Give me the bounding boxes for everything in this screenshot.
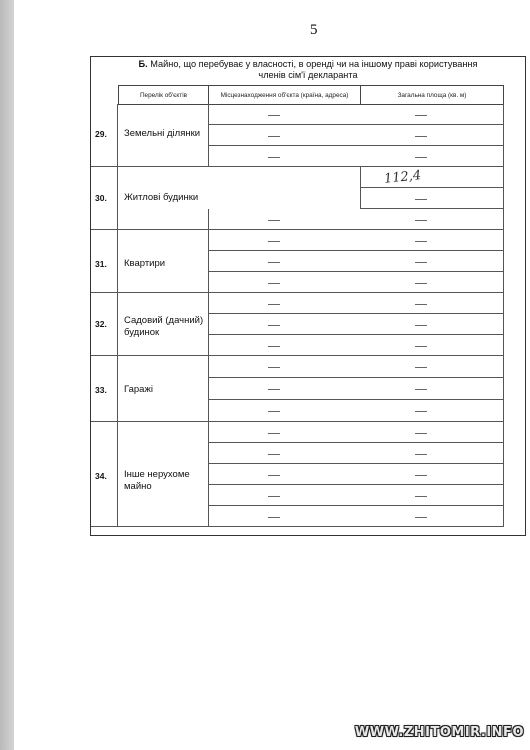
table-cell-row xyxy=(208,378,504,400)
category-number: 33. xyxy=(95,385,107,395)
dash-mark xyxy=(415,115,427,116)
table-cell-row xyxy=(360,188,504,209)
dash-mark xyxy=(415,325,427,326)
table-cell-row xyxy=(208,422,504,443)
dash-mark xyxy=(415,517,427,518)
dash-mark xyxy=(268,157,280,158)
dash-mark xyxy=(268,475,280,476)
dash-mark xyxy=(268,262,280,263)
dash-mark xyxy=(415,136,427,137)
dash-mark xyxy=(415,475,427,476)
dash-mark xyxy=(268,115,280,116)
dash-mark xyxy=(415,304,427,305)
dash-mark xyxy=(415,241,427,242)
table-cell-row xyxy=(208,443,504,464)
dash-mark xyxy=(415,454,427,455)
dash-mark xyxy=(268,283,280,284)
header-objects: Перелік об'єктів xyxy=(118,85,209,105)
dash-mark xyxy=(415,433,427,434)
category-number: 32. xyxy=(95,319,107,329)
table-cell-row xyxy=(208,272,504,293)
section-title-line2: членів сім'ї декларанта xyxy=(258,70,358,80)
table-cell-row xyxy=(208,146,504,167)
dash-mark xyxy=(415,220,427,221)
section-letter: Б. xyxy=(138,59,148,69)
document-page xyxy=(14,0,530,750)
dash-mark xyxy=(268,389,280,390)
dash-mark xyxy=(415,262,427,263)
dash-mark xyxy=(268,433,280,434)
dash-mark xyxy=(268,241,280,242)
table-cell-row xyxy=(208,464,504,485)
category-name: Гаражі xyxy=(124,384,153,395)
dash-mark xyxy=(415,411,427,412)
table-cell-row xyxy=(208,209,504,230)
table-cell-row xyxy=(360,167,504,188)
table-cell-row xyxy=(208,335,504,356)
section-title-line1: Майно, що перебуває у власності, в оренді чи на іншому праві користування xyxy=(150,59,478,69)
category-name: Земельні ділянки xyxy=(124,128,201,139)
dash-mark xyxy=(415,199,427,200)
page-number: 5 xyxy=(310,22,318,38)
category-number: 34. xyxy=(95,471,107,481)
dash-mark xyxy=(268,304,280,305)
dash-mark xyxy=(268,517,280,518)
header-location: Місцезнаходження об'єкта (країна, адреса) xyxy=(208,85,361,105)
table-cell-row xyxy=(208,251,504,272)
dash-mark xyxy=(415,157,427,158)
property-table xyxy=(90,56,526,536)
dash-mark xyxy=(415,367,427,368)
dash-mark xyxy=(268,454,280,455)
category-name: Квартири xyxy=(124,258,166,269)
dash-mark xyxy=(268,220,280,221)
category-number: 30. xyxy=(95,193,107,203)
dash-mark xyxy=(268,325,280,326)
table-cell-row xyxy=(208,506,504,527)
table-cell-row xyxy=(208,485,504,506)
dash-mark xyxy=(268,411,280,412)
category-number: 31. xyxy=(95,259,107,269)
section-title xyxy=(91,59,525,81)
handwritten-area-value: 112,4 xyxy=(383,168,422,187)
table-cell-row xyxy=(208,125,504,146)
table-cell-row xyxy=(208,314,504,335)
dash-mark xyxy=(268,136,280,137)
dash-mark xyxy=(268,346,280,347)
dash-mark xyxy=(268,367,280,368)
category-name: Інше нерухоме майно xyxy=(124,469,190,492)
site-watermark: WWW.ZHITOMIR.INFO xyxy=(354,725,524,740)
table-cell-row xyxy=(208,104,504,125)
table-cell-row xyxy=(208,356,504,378)
table-cell-row xyxy=(208,400,504,422)
dash-mark xyxy=(415,496,427,497)
dash-mark xyxy=(415,389,427,390)
category-name: Житлові будинки xyxy=(124,192,199,203)
dash-mark xyxy=(415,346,427,347)
table-cell-row xyxy=(208,230,504,251)
dash-mark xyxy=(415,283,427,284)
table-cell-row xyxy=(208,293,504,314)
dash-mark xyxy=(268,496,280,497)
header-area: Загальна площа (кв. м) xyxy=(360,85,504,105)
category-name: Садовий (дачний) будинок xyxy=(124,315,204,338)
category-number: 29. xyxy=(95,129,107,139)
